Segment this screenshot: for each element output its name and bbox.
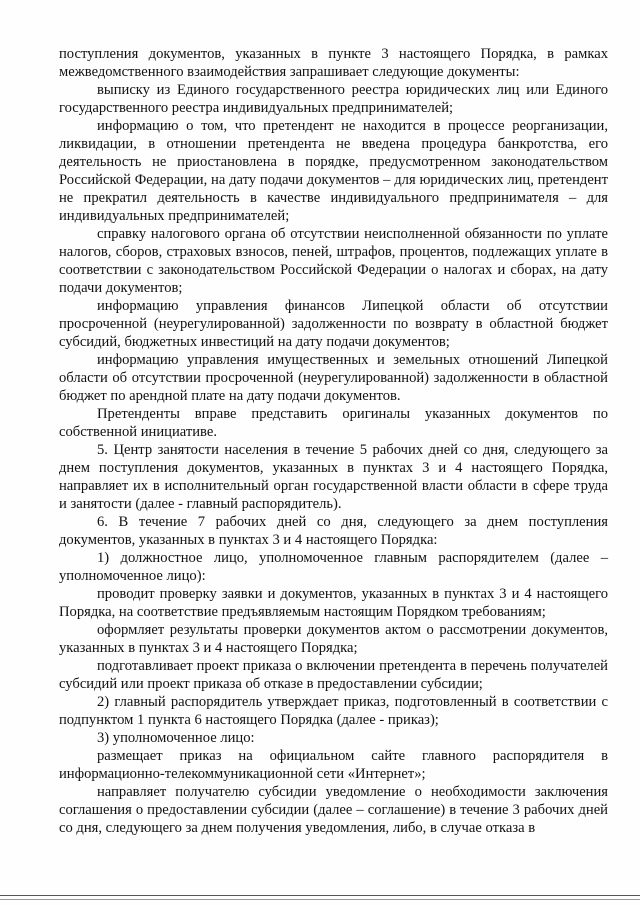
- paragraph-10: 1) должностное лицо, уполномоченное главным распорядителем (далее – уполномоченное лицо):: [59, 550, 608, 584]
- paragraph-15: 3) уполномоченное лицо:: [97, 730, 255, 746]
- paragraph-14: 2) главный распорядитель утверждает приказ, подготовленный в соответствии с подпунктом 1 пункта 6 настоящего Порядка (далее - приказ);: [59, 694, 608, 728]
- scan-edge-line: [0, 895, 640, 896]
- paragraph-3: информацию о том, что претендент не находится в процессе реорганизации, ликвидации, в отношении претендента не введена процедура банкротства, его деятельность не приостановлена в порядке, предусмотренном законодательством Российской Федерации, на дату подачи документов – для юридических лиц, претендент не прекратил деятельность в качестве индивидуального предпринимателя – для индивидуальных предпринимателей;: [59, 118, 608, 224]
- paragraph-12: оформляет результаты проверки документов актом о рассмотрении документов, указанных в пунктах 3 и 4 настоящего Порядка;: [59, 622, 608, 656]
- paragraph-8: 5. Центр занятости населения в течение 5 рабочих дней со дня, следующего за днем поступления документов, указанных в пунктах 3 и 4 настоящего Порядка, направляет их в исполнительный орган государственной власти области в сфере труда и занятости (далее - главный распорядитель).: [59, 442, 608, 512]
- paragraph-4: справку налогового органа об отсутствии неисполненной обязанности по уплате налогов, сборов, страховых взносов, пеней, штрафов, процентов, подлежащих уплате в соответствии с законодательством Российской Федерации о налогах и сборах, на дату подачи документов;: [59, 226, 608, 296]
- paragraph-17: направляет получателю субсидии уведомление о необходимости заключения соглашения о предоставлении субсидии (далее – соглашение) в течение 3 рабочих дней со дня, следующего за днем получения уведомления, либо, в случае отказа в: [59, 784, 608, 836]
- paragraph-7: Претенденты вправе представить оригиналы указанных документов по собственной инициативе.: [59, 406, 608, 440]
- paragraph-2: выписку из Единого государственного реестра юридических лиц или Единого государственного реестра индивидуальных предпринимателей;: [59, 82, 608, 116]
- paragraph-9: 6. В течение 7 рабочих дней со дня, следующего за днем поступления документов, указанных в пунктах 3 и 4 настоящего Порядка:: [59, 514, 608, 548]
- paragraph-16: размещает приказ на официальном сайте главного распорядителя в информационно-телекоммуникационной сети «Интернет»;: [59, 748, 608, 782]
- paragraph-1: поступления документов, указанных в пункте 3 настоящего Порядка, в рамках межведомственного взаимодействия запрашивает следующие документы:: [59, 46, 608, 80]
- paragraph-13: подготавливает проект приказа о включении претендента в перечень получателей субсидий или проект приказа об отказе в предоставлении субсидии;: [59, 658, 608, 692]
- paragraph-11: проводит проверку заявки и документов, указанных в пунктах 3 и 4 настоящего Порядка, на соответствие предъявляемым настоящим Порядком требованиям;: [59, 586, 608, 620]
- scan-edge-line-lower: [0, 899, 640, 900]
- paragraph-5: информацию управления финансов Липецкой области об отсутствии просроченной (неурегулированной) задолженности по возврату в областной бюджет субсидий, бюджетных инвестиций на дату подачи документов;: [59, 298, 608, 350]
- paragraph-6: информацию управления имущественных и земельных отношений Липецкой области об отсутствии просроченной (неурегулированной) задолженности в областной бюджет по арендной плате на дату подачи документов.: [59, 352, 608, 404]
